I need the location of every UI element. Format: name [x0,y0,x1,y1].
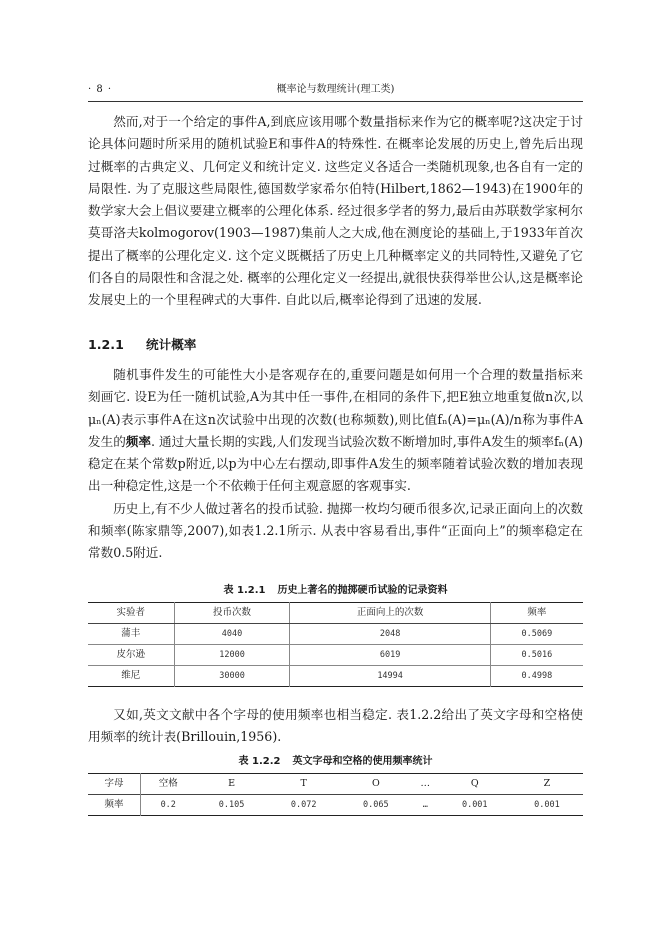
heads-count-cell: 2048 [290,624,490,645]
table1-caption-text: 历史上著名的抛掷硬币试验的记录资料 [277,585,448,596]
row-header-frequency: 频率 [88,795,141,816]
letter-frequency-cell: 0.001 [439,795,511,816]
experimenter-cell: 维尼 [88,666,174,687]
section-title: 统计概率 [146,337,197,352]
letter-frequency-cell: 0.065 [340,795,412,816]
frequency-keyword: 频率 [125,433,151,449]
running-header [88,82,583,98]
table-row [88,666,583,687]
toss-count-cell: 4040 [174,624,290,645]
column-header: 投币次数 [174,603,290,624]
letter-frequency-table [88,773,583,816]
paragraph-block-frequency [88,364,583,565]
header-rule [88,101,583,102]
toss-count-cell: 30000 [174,666,290,687]
table2-caption [88,755,583,769]
heads-count-cell: 14994 [290,666,490,687]
table2-caption-text: 英文字母和空格的使用频率统计 [292,756,433,767]
frequency-text-before: 随机事件发生的可能性大小是客观存在的,重要问题是如何用一个合理的数量指标来刻画它. 设E为任一随机试验,A为其中任一事件,在相同的条件下,把E独立地重复做n次,以μₙ(A)表示事件A在这n次试验中出现的次数(也称频数),则比值fₙ(A)=μₙ(A)/n称为事件A发生的 [88,367,583,449]
table1-caption [88,584,583,598]
paragraph-letter-frequency: 又如,英文文献中各个字母的使用频率也相当稳定. 表1.2.2给出了英文字母和空格使用频率的统计表(Brillouin,1956). [88,707,583,745]
table-row [88,645,583,666]
letter-frequency-cell: … [412,795,439,816]
book-title: 概率论与数理统计(理工类) [276,84,395,95]
paragraph-axiomatic-history: 然而,对于一个给定的事件A,到底应该用哪个数量指标来作为它的概率呢?这决定于讨论具体问题时所采用的随机试验E和事件A的特殊性. 在概率论发展的历史上,曾先后出现过概率的古典定义、几何定义和统计定义. 这些定义各适合一类随机现象,也各自有一定的局限性. 为了克服这些局限性,德国数学家希尔伯特(Hilbert,1862—1943)在1900年的数学家大会上倡议要建立概率的公理化体系. 经过很多学者的努力,最后由苏联数学家柯尔莫哥洛夫kolmogorov(1903—1987)集前人之大成,他在测度论的基础上,于1933年首次提出了概率的公理化定义. 这个定义既概括了历史上几种概率定义的共同特性,又避免了它们各自的局限性和含混之处. 概率的公理化定义一经提出,就很快获得举世公认,这是概率论发展史上的一个里程碑式的大事件. 自此以后,概率论得到了迅速的发展. [88,114,583,308]
column-header: 实验者 [88,603,174,624]
table2-caption-number: 表 1.2.2 [238,756,281,767]
paragraph-coin-toss: 历史上,有不少人做过著名的投币试验. 抛掷一枚均匀硬币很多次,记录正面向上的次数和频率(陈家鼎等,2007),如表1.2.1所示. 从表中容易看出,事件“正面向上”的频率稳定在常数0.5附近. [88,500,583,561]
paragraph-frequency-definition [88,364,583,498]
frequency-row [88,795,583,816]
letter-row [88,774,583,795]
letter-frequency-cell: 0.072 [268,795,340,816]
letter-frequency-cell: 0.2 [141,795,196,816]
table-header-row [88,603,583,624]
coin-toss-table [88,602,583,687]
column-header: 频率 [490,603,583,624]
section-number: 1.2.1 [88,337,124,352]
column-header: 正面向上的次数 [290,603,490,624]
letter-frequency-cell: 0.001 [511,795,583,816]
letter-cell: E [228,778,236,789]
experimenter-cell: 蒲丰 [88,624,174,645]
page-number: · 8 · [88,84,113,95]
letter-cell: … [420,778,431,789]
letter-cell: O [371,778,380,789]
frequency-cell: 0.5069 [490,624,583,645]
row-header-letter: 字母 [88,774,141,795]
letter-cell: T [300,778,307,789]
paragraph-block-letters [88,704,583,749]
paragraph-intro [88,111,583,312]
table1-caption-number: 表 1.2.1 [223,585,266,596]
letter-cell: 空格 [158,778,178,789]
table-row [88,624,583,645]
letter-cell: Z [543,778,551,789]
toss-count-cell: 12000 [174,645,290,666]
section-heading [88,336,196,354]
letter-cell: Q [470,778,479,789]
letter-frequency-cell: 0.105 [196,795,268,816]
frequency-cell: 0.5016 [490,645,583,666]
experimenter-cell: 皮尔逊 [88,645,174,666]
frequency-text-after: . 通过大量长期的实践,人们发现当试验次数不断增加时,事件A发生的频率fₙ(A)稳定在某个常数p附近,以p为中心左右摆动,即事件A发生的频率随着试验次数的增加表现出一种稳定性,这是一个不依赖于任何主观意愿的客观事实. [88,433,584,494]
frequency-cell: 0.4998 [490,666,583,687]
heads-count-cell: 6019 [290,645,490,666]
